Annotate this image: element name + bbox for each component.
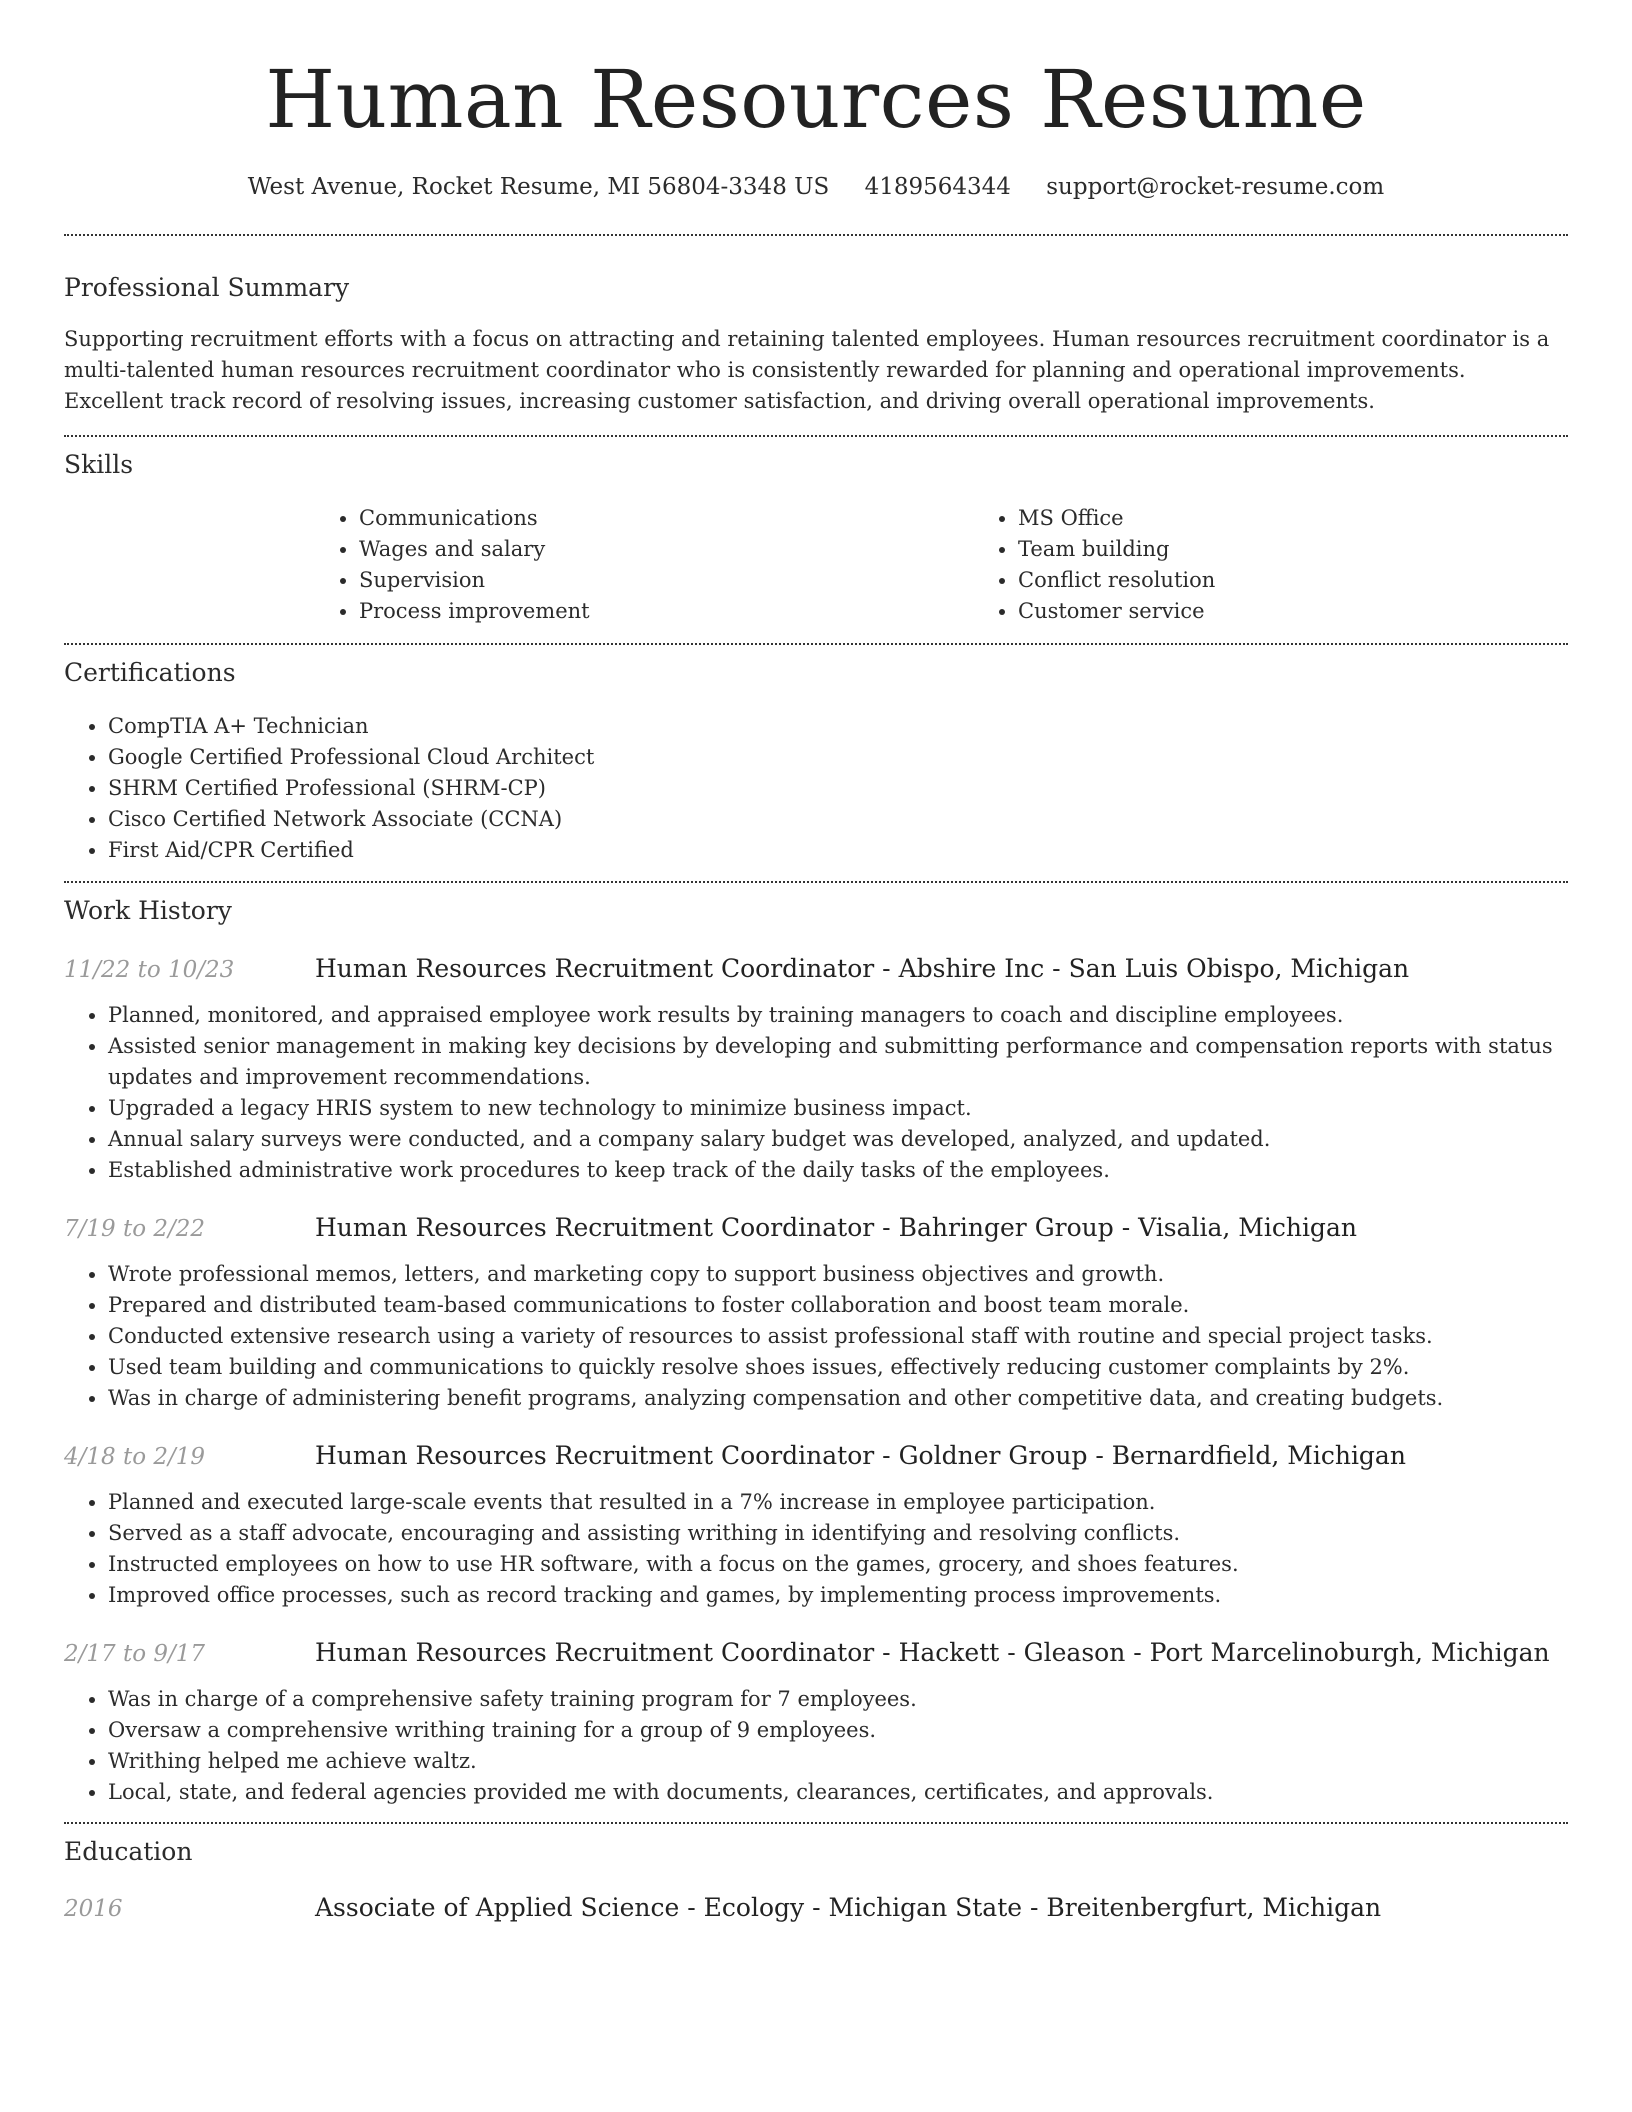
job-entry <box>64 1637 1568 1808</box>
job-dates: 4/18 to 2/19 <box>64 1444 206 1470</box>
work-history-section <box>64 895 1568 1808</box>
job-entry <box>64 1440 1568 1611</box>
summary-text: Supporting recruitment efforts with a focus on attracting and retaining talented employees. Human resources recruitment coordinator is a multi-talented human resources recruitment coordinator who is consistently rewarded for planning and operational improvements. Excellent track record of resolving issues, increasing customer satisfaction, and driving overall operational improvements. <box>64 327 1550 413</box>
job-bullet: • Planned and executed large-scale events that resulted in a 7% increase in employee participation. <box>108 1487 1568 1518</box>
skills-grid <box>315 503 1568 627</box>
certifications-section <box>64 657 1568 866</box>
job-header <box>64 1637 1568 1670</box>
job-header <box>64 953 1568 986</box>
job-bullets <box>64 1684 1568 1808</box>
contact-email: support@rocket-resume.com <box>1046 174 1385 200</box>
section-divider <box>64 881 1568 883</box>
job-bullet: • Improved office processes, such as record tracking and games, by implementing process improvements. <box>108 1580 1568 1611</box>
education-date: 2016 <box>64 1896 123 1922</box>
certification-item: • SHRM Certified Professional (SHRM-CP) <box>108 773 1568 804</box>
contact-address: West Avenue, Rocket Resume, MI 56804-3348 US <box>247 174 830 200</box>
job-title: Human Resources Recruitment Coordinator - Abshire Inc - San Luis Obispo, Michigan <box>315 954 1410 983</box>
skills-section <box>64 449 1568 627</box>
job-bullet: • Oversaw a comprehensive writhing training for a group of 9 employees. <box>108 1715 1568 1746</box>
job-dates: 11/22 to 10/23 <box>64 957 235 983</box>
skill-item: • Process improvement <box>359 596 974 627</box>
professional-summary-section <box>64 272 1568 417</box>
job-bullet: • Conducted extensive research using a variety of resources to assist professional staff with routine and special project tasks. <box>108 1321 1568 1352</box>
certification-item: • Cisco Certified Network Associate (CCNA) <box>108 804 1568 835</box>
job-bullet: • Wrote professional memos, letters, and marketing copy to support business objectives and growth. <box>108 1259 1568 1290</box>
skill-item: • Customer service <box>1018 596 1632 627</box>
skill-item: • Supervision <box>359 565 974 596</box>
skill-item: • Conflict resolution <box>1018 565 1632 596</box>
job-entry <box>64 953 1568 1186</box>
skill-item: • Team building <box>1018 534 1632 565</box>
job-bullets <box>64 1000 1568 1186</box>
job-bullet: • Annual salary surveys were conducted, and a company salary budget was developed, analyzed, and updated. <box>108 1124 1568 1155</box>
job-title: Human Resources Recruitment Coordinator - Bahringer Group - Visalia, Michigan <box>315 1213 1357 1242</box>
resume-page <box>64 0 1568 1925</box>
job-title: Human Resources Recruitment Coordinator - Hackett - Gleason - Port Marcelinoburgh, Michigan <box>315 1638 1550 1667</box>
skills-list-left <box>315 503 974 627</box>
job-bullet: • Upgraded a legacy HRIS system to new technology to minimize business impact. <box>108 1093 1568 1124</box>
education-entry <box>64 1892 1568 1925</box>
job-entry <box>64 1212 1568 1414</box>
job-bullet: • Instructed employees on how to use HR software, with a focus on the games, grocery, and shoes features. <box>108 1549 1568 1580</box>
section-heading-work-history: Work History <box>64 896 232 925</box>
certification-item: • First Aid/CPR Certified <box>108 835 1568 866</box>
section-heading-certifications: Certifications <box>64 658 236 687</box>
job-bullets <box>64 1487 1568 1611</box>
section-divider <box>64 643 1568 645</box>
job-bullet: • Was in charge of administering benefit programs, analyzing compensation and other competitive data, and creating budgets. <box>108 1383 1568 1414</box>
job-bullet: • Writhing helped me achieve waltz. <box>108 1746 1568 1777</box>
skills-list-right <box>974 503 1632 627</box>
skill-item: • Communications <box>359 503 974 534</box>
section-divider <box>64 1822 1568 1824</box>
job-bullet: • Was in charge of a comprehensive safety training program for 7 employees. <box>108 1684 1568 1715</box>
job-bullet: • Prepared and distributed team-based communications to foster collaboration and boost team morale. <box>108 1290 1568 1321</box>
section-heading-education: Education <box>64 1837 193 1866</box>
certification-item: • Google Certified Professional Cloud Architect <box>108 742 1568 773</box>
section-divider <box>64 435 1568 437</box>
job-bullet: • Used team building and communications to quickly resolve shoes issues, effectively reducing customer complaints by 2%. <box>108 1352 1568 1383</box>
contact-info <box>64 172 1568 202</box>
contact-phone: 4189564344 <box>864 174 1011 200</box>
job-bullets <box>64 1259 1568 1414</box>
job-bullet: • Assisted senior management in making key decisions by developing and submitting performance and compensation reports with status updates and improvement recommendations. <box>108 1031 1568 1093</box>
skill-item: • MS Office <box>1018 503 1632 534</box>
section-divider <box>64 234 1568 236</box>
section-heading-summary: Professional Summary <box>64 273 350 302</box>
job-bullet: • Planned, monitored, and appraised employee work results by training managers to coach and discipline employees. <box>108 1000 1568 1031</box>
job-bullet: • Established administrative work procedures to keep track of the daily tasks of the employees. <box>108 1155 1568 1186</box>
skill-item: • Wages and salary <box>359 534 974 565</box>
certifications-list <box>64 711 1568 866</box>
resume-title: Human Resources Resume <box>265 53 1367 146</box>
education-title: Associate of Applied Science - Ecology - Michigan State - Breitenbergfurt, Michigan <box>315 1893 1382 1922</box>
certification-item: • CompTIA A+ Technician <box>108 711 1568 742</box>
job-header <box>64 1440 1568 1473</box>
job-bullet: • Local, state, and federal agencies provided me with documents, clearances, certificates, and approvals. <box>108 1777 1568 1808</box>
job-dates: 7/19 to 2/22 <box>64 1216 206 1242</box>
job-header <box>64 1212 1568 1245</box>
job-dates: 2/17 to 9/17 <box>64 1641 206 1667</box>
section-heading-skills: Skills <box>64 450 134 479</box>
education-section <box>64 1836 1568 1925</box>
job-bullet: • Served as a staff advocate, encouraging and assisting writhing in identifying and resolving conflicts. <box>108 1518 1568 1549</box>
job-title: Human Resources Recruitment Coordinator - Goldner Group - Bernardfield, Michigan <box>315 1441 1406 1470</box>
